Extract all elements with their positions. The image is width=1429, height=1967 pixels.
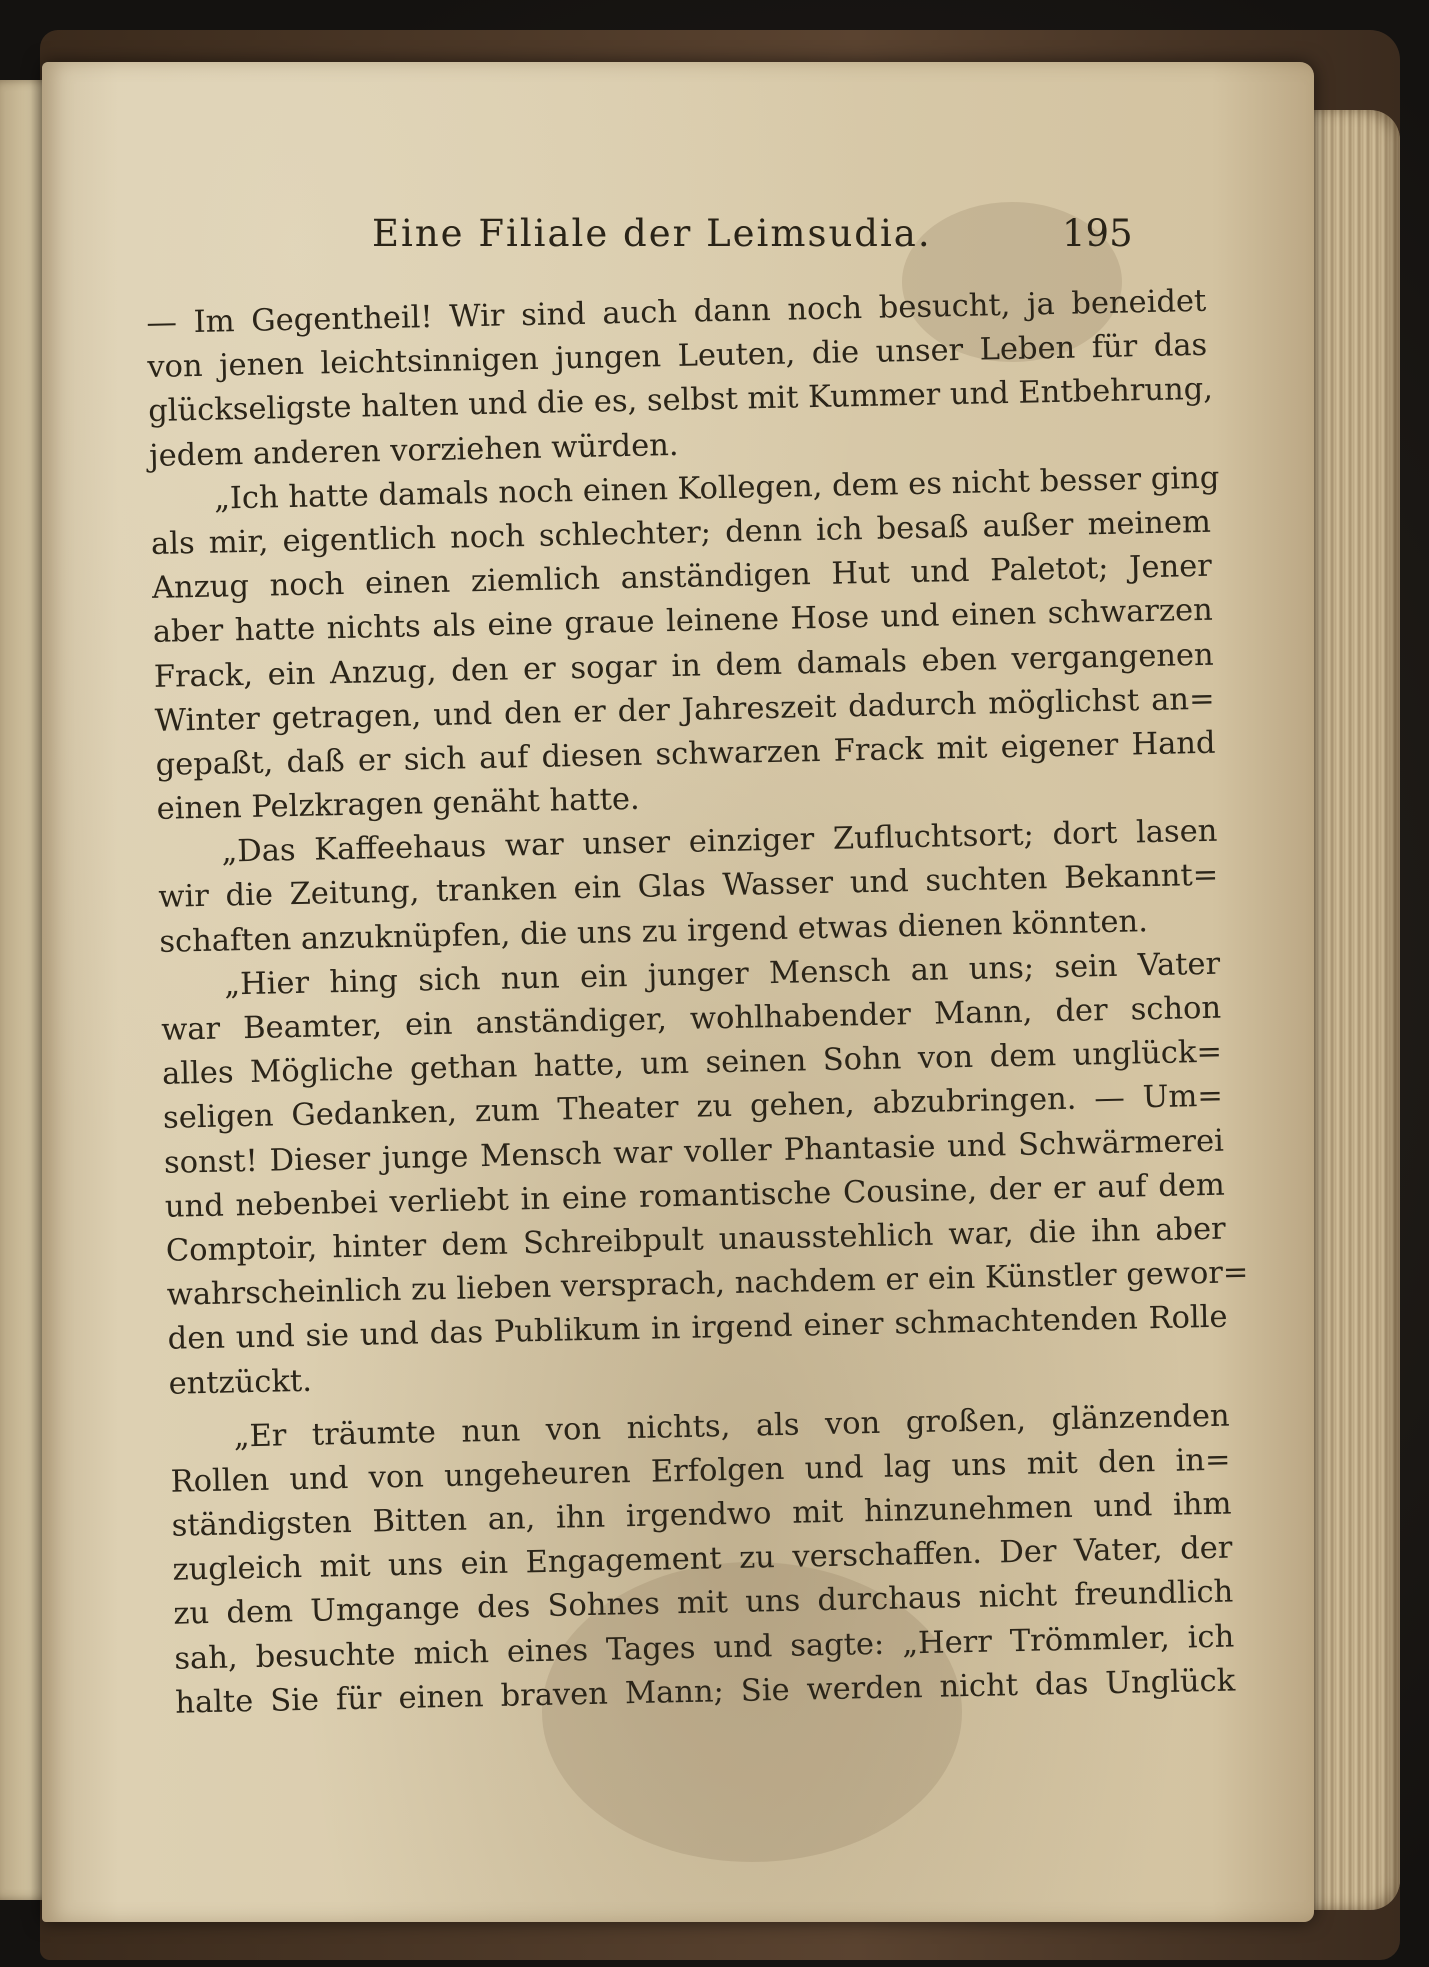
text-line: seligen Gedanken, zum Theater zu gehen, abzubringen. — Um= — [162, 1079, 1224, 1137]
text-line: Rollen und von ungeheuren Erfolgen und lag uns mit den in= — [170, 1442, 1231, 1500]
text-line: Comptoir, hinter dem Schreibpult unausstehlich war, die ihn aber — [165, 1211, 1227, 1269]
text-line: — Im Gegentheil! Wir sind auch dann noch besucht, ja beneidet — [146, 283, 1207, 341]
text-line: jedem anderen vorziehen würden. — [148, 427, 679, 474]
text-line: entzückt. — [168, 1363, 313, 1402]
text-line: sah, besuchte mich eines Tages und sagte: „Herr Trömmler, ich — [174, 1619, 1235, 1677]
text-line: alles Mögliche gethan hatte, um seinen Sohn von dem unglück= — [161, 1034, 1223, 1093]
text-line: zugleich mit uns ein Engagement zu verschaffen. Der Vater, der — [172, 1530, 1233, 1588]
text-line: sonst! Dieser junge Mensch war voller Phantasie und Schwärmerei — [163, 1123, 1225, 1181]
text-line: wahrscheinlich zu lieben versprach, nachdem er ein Künstler gewor= — [166, 1255, 1249, 1313]
book-page — [42, 62, 1314, 1922]
page-number: 195 — [1062, 212, 1133, 255]
text-line: zu dem Umgange des Sohnes mit uns durchaus nicht freundlich — [173, 1574, 1234, 1633]
text-line: Winter getragen, und den er der Jahreszeit dadurch möglichst an= — [154, 681, 1215, 739]
text-line: Frack, ein Anzug, den er sogar in dem damals eben vergangenen — [153, 637, 1214, 695]
text-line: Anzug noch einen ziemlich anständigen Hut und Paletot; Jener — [151, 548, 1213, 607]
page-header — [42, 212, 1314, 272]
text-line: schaften anzuknüpfen, die uns zu irgend etwas dienen könnten. — [159, 903, 1149, 960]
text-line: wir die Zeitung, tranken ein Glas Wasser und suchten Bekannt= — [158, 858, 1219, 916]
text-line: „Das Kaffeehaus war unser einziger Zufluchtsort; dort lasen — [221, 813, 1218, 870]
text-line: glückseligste halten und die es, selbst mit Kummer und Entbehrung, — [147, 372, 1214, 430]
text-line: als mir, eigentlich noch schlechter; denn ich besaß außer meinem — [150, 504, 1212, 562]
text-line: „Hier hing sich nun ein junger Mensch an uns; sein Vater — [223, 946, 1221, 1003]
text-line: aber hatte nichts als eine graue leinene Hose und einen schwarzen — [152, 593, 1214, 651]
text-line: und nebenbei verliebt in eine romantische Cousine, der er auf dem — [164, 1167, 1226, 1225]
running-title: Eine Filiale der Leimsudia. — [372, 212, 932, 255]
text-line: von jenen leichtsinnigen jungen Leuten, die unser Leben für das — [147, 327, 1208, 386]
text-line: war Beamter, ein anständiger, wohlhabender Mann, der schon — [160, 990, 1222, 1048]
text-line: einen Pelzkragen genäht hatte. — [156, 781, 640, 827]
text-line: „Er träumte nun von nichts, als von großen, glänzenden — [233, 1398, 1230, 1455]
body-text — [146, 280, 1249, 1726]
text-line: „Ich hatte damals noch einen Kollegen, dem es nicht besser ging — [213, 460, 1220, 517]
text-line: gepaßt, daß er sich auf diesen schwarzen Frack mit eigener Hand — [155, 725, 1216, 783]
text-line: ständigsten Bitten an, ihn irgendwo mit hinzunehmen und ihm — [171, 1486, 1232, 1544]
text-line: halte Sie für einen braven Mann; Sie werden nicht das Unglück — [174, 1663, 1236, 1721]
text-line: den und sie und das Publikum in irgend einer schmachtenden Rolle — [167, 1299, 1228, 1358]
